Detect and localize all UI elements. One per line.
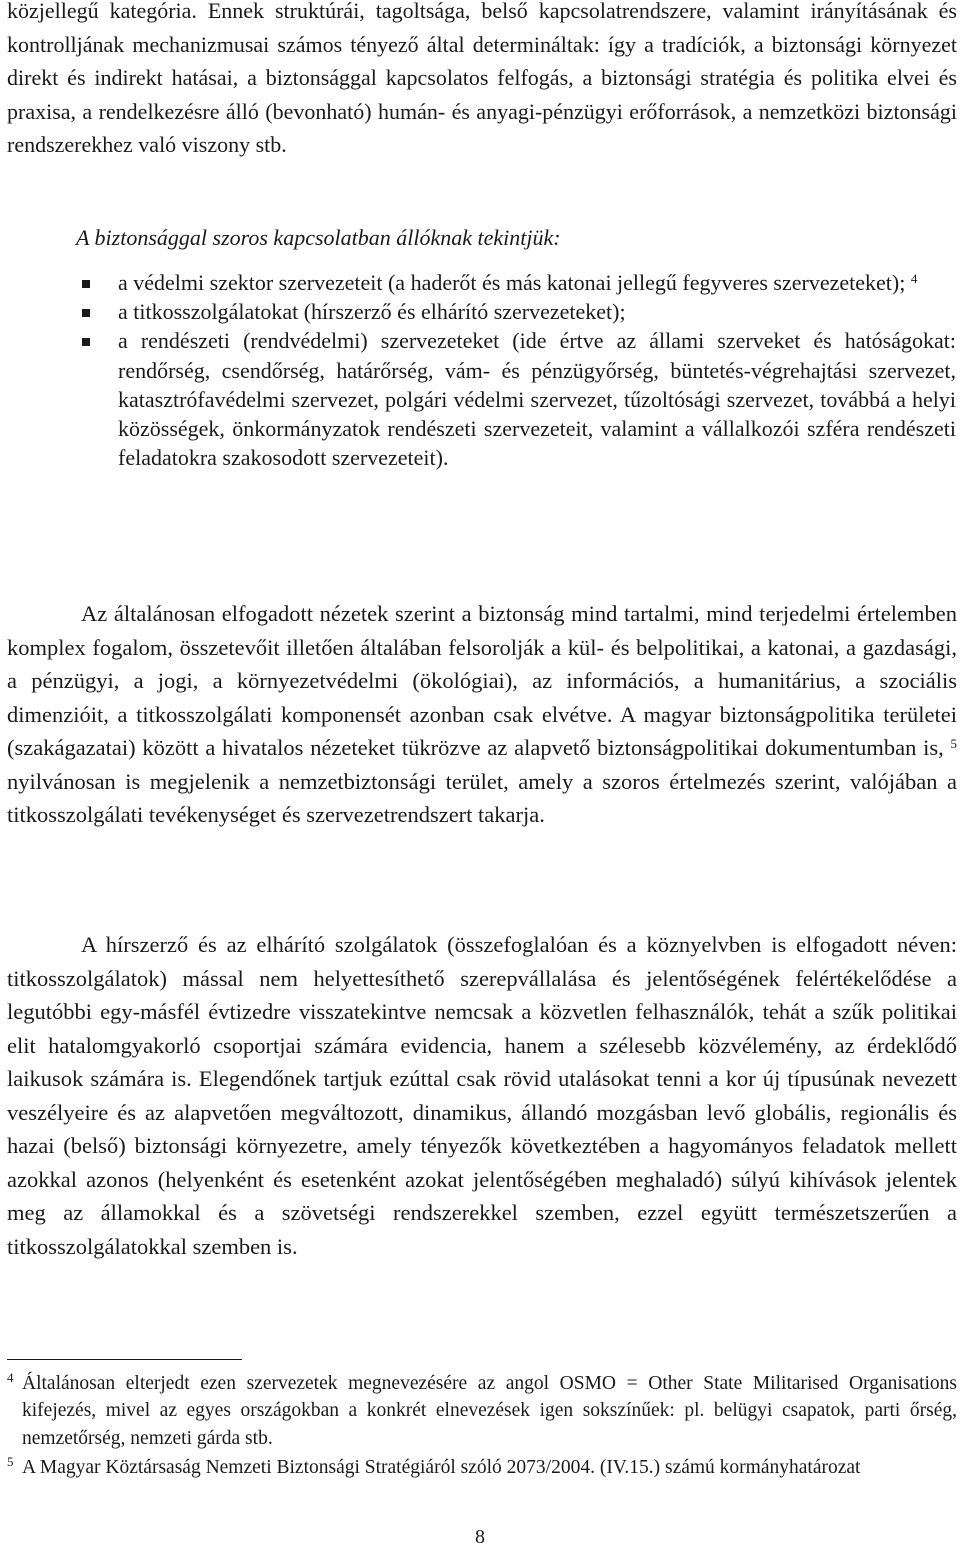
- body-paragraph: [7, 928, 957, 1263]
- bullet-text: a védelmi szektor szervezeteit (a haderőt és más katonai jellegű fegyveres szervezeteket);: [118, 270, 906, 295]
- footnote: [7, 1454, 957, 1481]
- paragraph-text: nyilvánosan is megjelenik a nemzetbiztonsági terület, amely a szoros értelmezés szerint, valójában a titkosszolgálati tevékenységet és szervezetrendszert takarja.: [7, 768, 957, 827]
- footnote-number: 4: [7, 1370, 14, 1385]
- footnote-number: 5: [7, 1454, 14, 1469]
- paragraph-text: Az általánosan elfogadott nézetek szerint a biztonság mind tartalmi, mind terjedelmi értelemben komplex fogalom, összetevőit illetően általában felsorolják a kül- és belpolitikai, a katonai, a gazdasági, a pénzügyi, a jogi, a környezetvédelmi (ökológiai), az információs, a humanitárius, a szociális dimenzióit, a titkosszolgálati komponensét azonban csak elvétve. A magyar biztonságpolitika területei (szakágazatai) között a hivatalos nézeteket tükrözve az alapvető biztonságpolitikai dokumentumban is,: [7, 601, 957, 760]
- lead-sentence: A biztonsággal szoros kapcsolatban állóknak tekintjük:: [76, 225, 561, 250]
- page-number: 8: [475, 1526, 485, 1548]
- bullet-item: [0, 268, 956, 297]
- bullet-square-icon: [82, 309, 90, 317]
- paragraph-text: A hírszerző és az elhárító szolgálatok (összefoglalóan és a köznyelvben is elfogadott néven: titkosszolgálatok) mással nem helyettesíthető szerepvállalása és jelentőségének felértékelődése a legutóbbi egy-másfél évtizedre visszatekintve nemcsak a közvetlen felhasználók, tehát a szűk politikai elit hatalomgyakorló csoportjai számára evidencia, hanem a szélesebb közvélemény, az érdeklődő laikusok számára is. Elegendőnek tartjuk ezúttal csak rövid utalásokat tenni a kor új típusúnak nevezett veszélyeire és az alapvetően megváltozott, dinamikus, állandó mozgásban levő globális, regionális és hazai (belső) biztonsági környezetre, amely tényezők következtében a hagyományos feladatok mellett azokkal azonos (helyenként és esetenként azokat jelentőségében meghaladó) súlyú kihívások jelentek meg az államokkal és a szövetségi rendszerekkel szemben, ezzel együtt természetszerűen a titkosszolgálatokkal szemben is.: [7, 932, 957, 1259]
- bullet-square-icon: [82, 338, 90, 346]
- bullet-item: [0, 297, 956, 326]
- footnote-text: A Magyar Köztársaság Nemzeti Biztonsági Stratégiáról szóló 2073/2004. (IV.15.) számú kormányhatározat: [22, 1457, 861, 1478]
- bullet-list: [0, 268, 960, 473]
- bullet-text: a rendészeti (rendvédelmi) szervezeteket (ide értve az állami szerveket és hatóságokat: rendőrség, csendőrség, határőrség, vám- és pénzügyőrség, büntetés-végrehajtási szervezet, katasztrófavédelmi szervezet, polgári védelmi szervezet, tűzoltósági szervezet, továbbá a helyi közösségek, önkormányzatok rendészeti szervezeteit, valamint a vállalkozói szféra rendészeti feladatokra szakosodott szervezeteit).: [118, 328, 956, 471]
- body-paragraph: [7, 597, 957, 832]
- bullet-square-icon: [82, 280, 90, 288]
- footnote-text: Általánosan elterjedt ezen szervezetek megnevezésére az angol OSMO = Other State Militarised Organisations kifejezés, mivel az egyes országokban a konkrét elnevezések igen sokszínűek: pl. belügyi csapatok, parti őrség, nemzetőrség, nemzeti gárda stb.: [22, 1373, 957, 1449]
- bullet-text: a titkosszolgálatokat (hírszerző és elhárító szervezeteket);: [118, 299, 626, 324]
- footnote-separator: [7, 1359, 242, 1360]
- footnote-ref: 4: [910, 271, 918, 286]
- footnote-ref: 5: [950, 736, 958, 751]
- footnote: [7, 1370, 957, 1452]
- bullet-item: [0, 326, 956, 472]
- intro-paragraph: közjellegű kategória. Ennek struktúrái, tagoltsága, belső kapcsolatrendszere, valamint irányításának és kontrolljának mechanizmusai számos tényező által determináltak: így a tradíciók, a biztonsági környezet direkt és indirekt hatásai, a biztonsággal kapcsolatos felfogás, a biztonsági stratégia és politika elvei és praxisa, a rendelkezésre álló (bevonható) humán- és anyagi-pénzügyi erőforrások, a nemzetközi biztonsági rendszerekhez való viszony stb.: [7, 0, 957, 158]
